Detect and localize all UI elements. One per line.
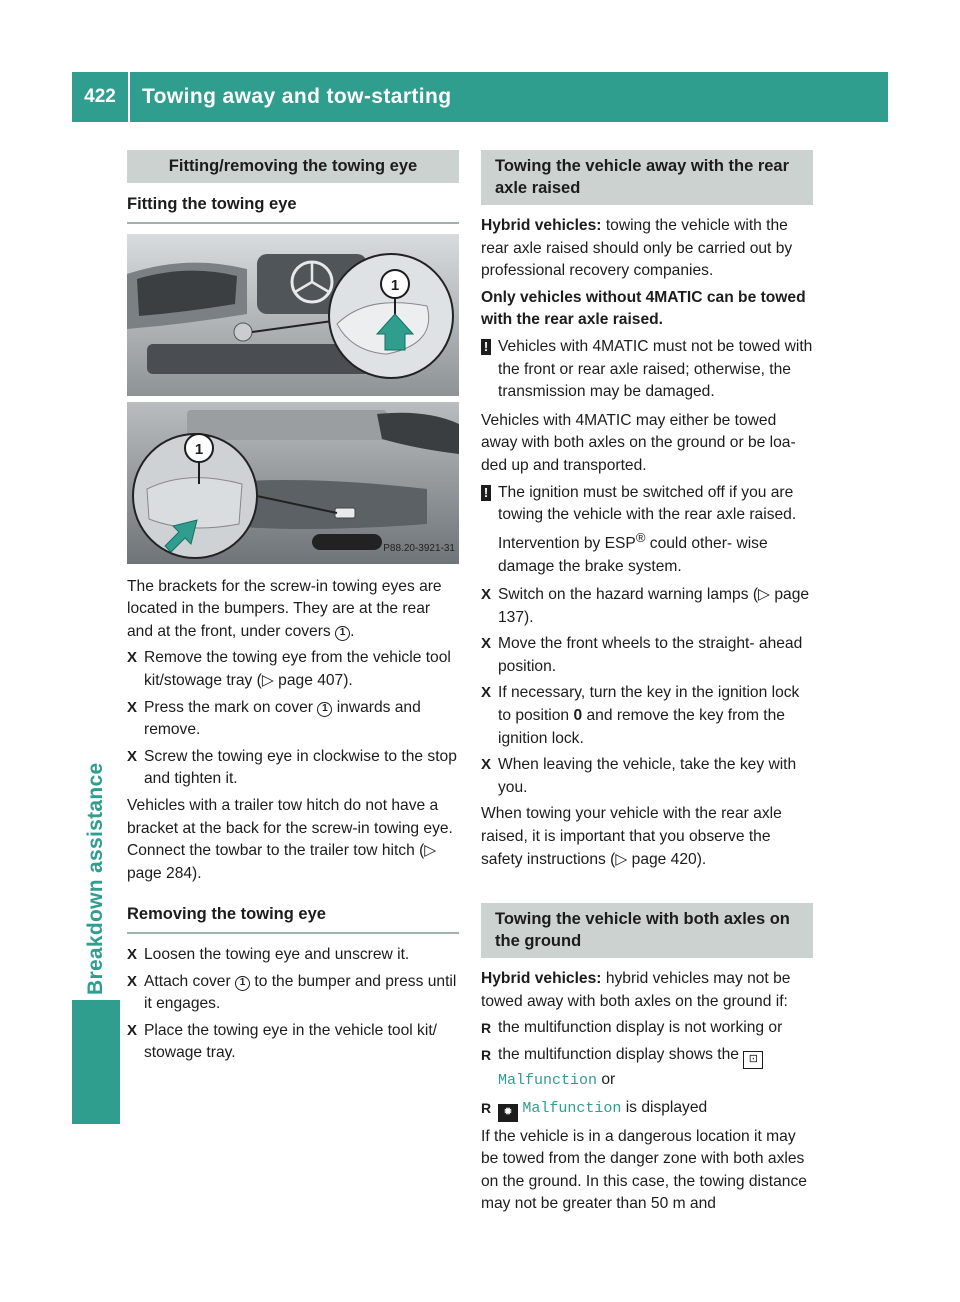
callout-1-icon: 1 xyxy=(235,976,250,991)
step-front-wheels: X Move the front wheels to the straight- ahead position. xyxy=(481,635,803,675)
page-header xyxy=(72,72,888,122)
side-tab-block xyxy=(72,1000,120,1124)
subheading-fitting: Fitting the towing eye xyxy=(127,193,459,224)
bullet-display-shows: R the multifunction display shows the ⊡ Malfunction or xyxy=(481,1044,813,1093)
step-hazard-lamps: X Switch on the hazard warning lamps (▷ page 137). xyxy=(481,586,810,626)
step-arrow-icon: X xyxy=(127,945,138,963)
bullet-malfunction-displayed: R ✹ Malfunction is displayed xyxy=(481,1097,813,1122)
chapter-title: Towing away and tow-starting xyxy=(142,85,452,108)
step-screw-in: X Screw the towing eye in clockwise to the stop and tighten it. xyxy=(127,747,457,788)
step-arrow-icon: X xyxy=(481,684,492,702)
safety-note: When towing your vehicle with the rear axle raised, it is important that you observe the safety instructions (▷ page 420). xyxy=(481,805,782,868)
side-tab-label: Breakdown assistance xyxy=(84,762,107,995)
hybrid-note: Hybrid vehicles: towing the vehicle with the rear axle raised should only be carried out by professional recovery companies. xyxy=(481,217,793,280)
subheading-removing: Removing the towing eye xyxy=(127,903,459,934)
towing-eye-photo xyxy=(127,234,459,564)
brackets-text: The brackets for the screw-in towing eyes are located in the bumpers. They are at the rear and at the front, under covers 1 . xyxy=(127,577,442,640)
callout-1-icon: 1 xyxy=(317,702,332,717)
section-title-rear-axle-raised: Towing the vehicle away with the rear axle raised xyxy=(481,150,813,205)
step-arrow-icon: X xyxy=(481,756,492,774)
right-column xyxy=(481,150,813,1220)
only-4matic-note: Only vehicles without 4MATIC can be towed with the rear axle raised. xyxy=(481,288,806,329)
warning-4matic: ! Vehicles with 4MATIC must not be towed with the front or rear axle raised; otherwise, the transmission may be damaged. xyxy=(481,336,813,404)
step-arrow-icon: X xyxy=(127,747,138,765)
bullet-icon: R xyxy=(481,1099,492,1116)
trailer-note: Vehicles with a trailer tow hitch do not have a bracket at the back for the screw-in towing eye. Connect the towbar to the trailer tow hitch (▷ page 284). xyxy=(127,796,453,882)
car-bumper-illustration xyxy=(127,234,459,564)
warning-ignition: ! The ignition must be switched off if you are towing the vehicle with the rear axle raised. Intervention by ESP® could other- wise damage the brake system. xyxy=(481,482,813,579)
warning-icon: ! xyxy=(481,485,491,501)
step-arrow-icon: X xyxy=(127,972,138,990)
step-ignition-key: X If necessary, turn the key in the ignition lock to position 0 and remove the key from the ignition lock. xyxy=(481,684,800,747)
bullet-display-not-working: R the multifunction display is not working or xyxy=(481,1017,813,1040)
step-arrow-icon: X xyxy=(127,649,138,667)
step-press-cover: X Press the mark on cover 1 inwards and remove. xyxy=(127,698,421,739)
transmission-warning-icon: ⊡ xyxy=(743,1051,763,1069)
warning-icon: ! xyxy=(481,339,491,355)
step-arrow-icon: X xyxy=(127,698,138,716)
step-remove-towing-eye: X Remove the towing eye from the vehicle tool kit/stowage tray (▷ page 407). xyxy=(127,649,451,689)
section-title-fitting-removing: Fitting/removing the towing eye xyxy=(127,150,459,183)
page-number: 422 xyxy=(84,86,116,107)
engine-warning-icon: ✹ xyxy=(498,1104,518,1122)
step-arrow-icon: X xyxy=(481,586,492,604)
callout-1-icon: 1 xyxy=(335,626,350,641)
4matic-text: Vehicles with 4MATIC may either be towed away with both axles on the ground or be loa- ded up and transported. xyxy=(481,411,796,474)
step-arrow-icon: X xyxy=(481,635,492,653)
step-attach-cover: X Attach cover 1 to the bumper and press until it engages. xyxy=(127,972,457,1013)
header-divider xyxy=(128,72,130,122)
bullet-icon: R xyxy=(481,1020,492,1037)
step-take-key: X When leaving the vehicle, take the key with you. xyxy=(481,756,797,796)
side-tab xyxy=(76,135,116,995)
step-loosen: X Loosen the towing eye and unscrew it. xyxy=(127,944,459,967)
step-arrow-icon: X xyxy=(127,1021,138,1039)
danger-zone-text: If the vehicle is in a dangerous location it may be towed from the danger zone with both axles on the ground. In this case, the towing distance may not be greater than 50 m and xyxy=(481,1127,807,1213)
step-place-eye: X Place the towing eye in the vehicle tool kit/ stowage tray. xyxy=(127,1021,437,1062)
hybrid-note-2: Hybrid vehicles: hybrid vehicles may not be towed away with both axles on the ground if: xyxy=(481,970,791,1010)
callout-1-bottom: 1 xyxy=(194,440,204,458)
left-column xyxy=(127,150,459,1069)
callout-1-top: 1 xyxy=(390,276,400,294)
bullet-icon: R xyxy=(481,1047,492,1063)
section-title-both-axles: Towing the vehicle with both axles on the ground xyxy=(481,903,813,958)
image-code: P88.20-3921-31 xyxy=(383,543,455,554)
